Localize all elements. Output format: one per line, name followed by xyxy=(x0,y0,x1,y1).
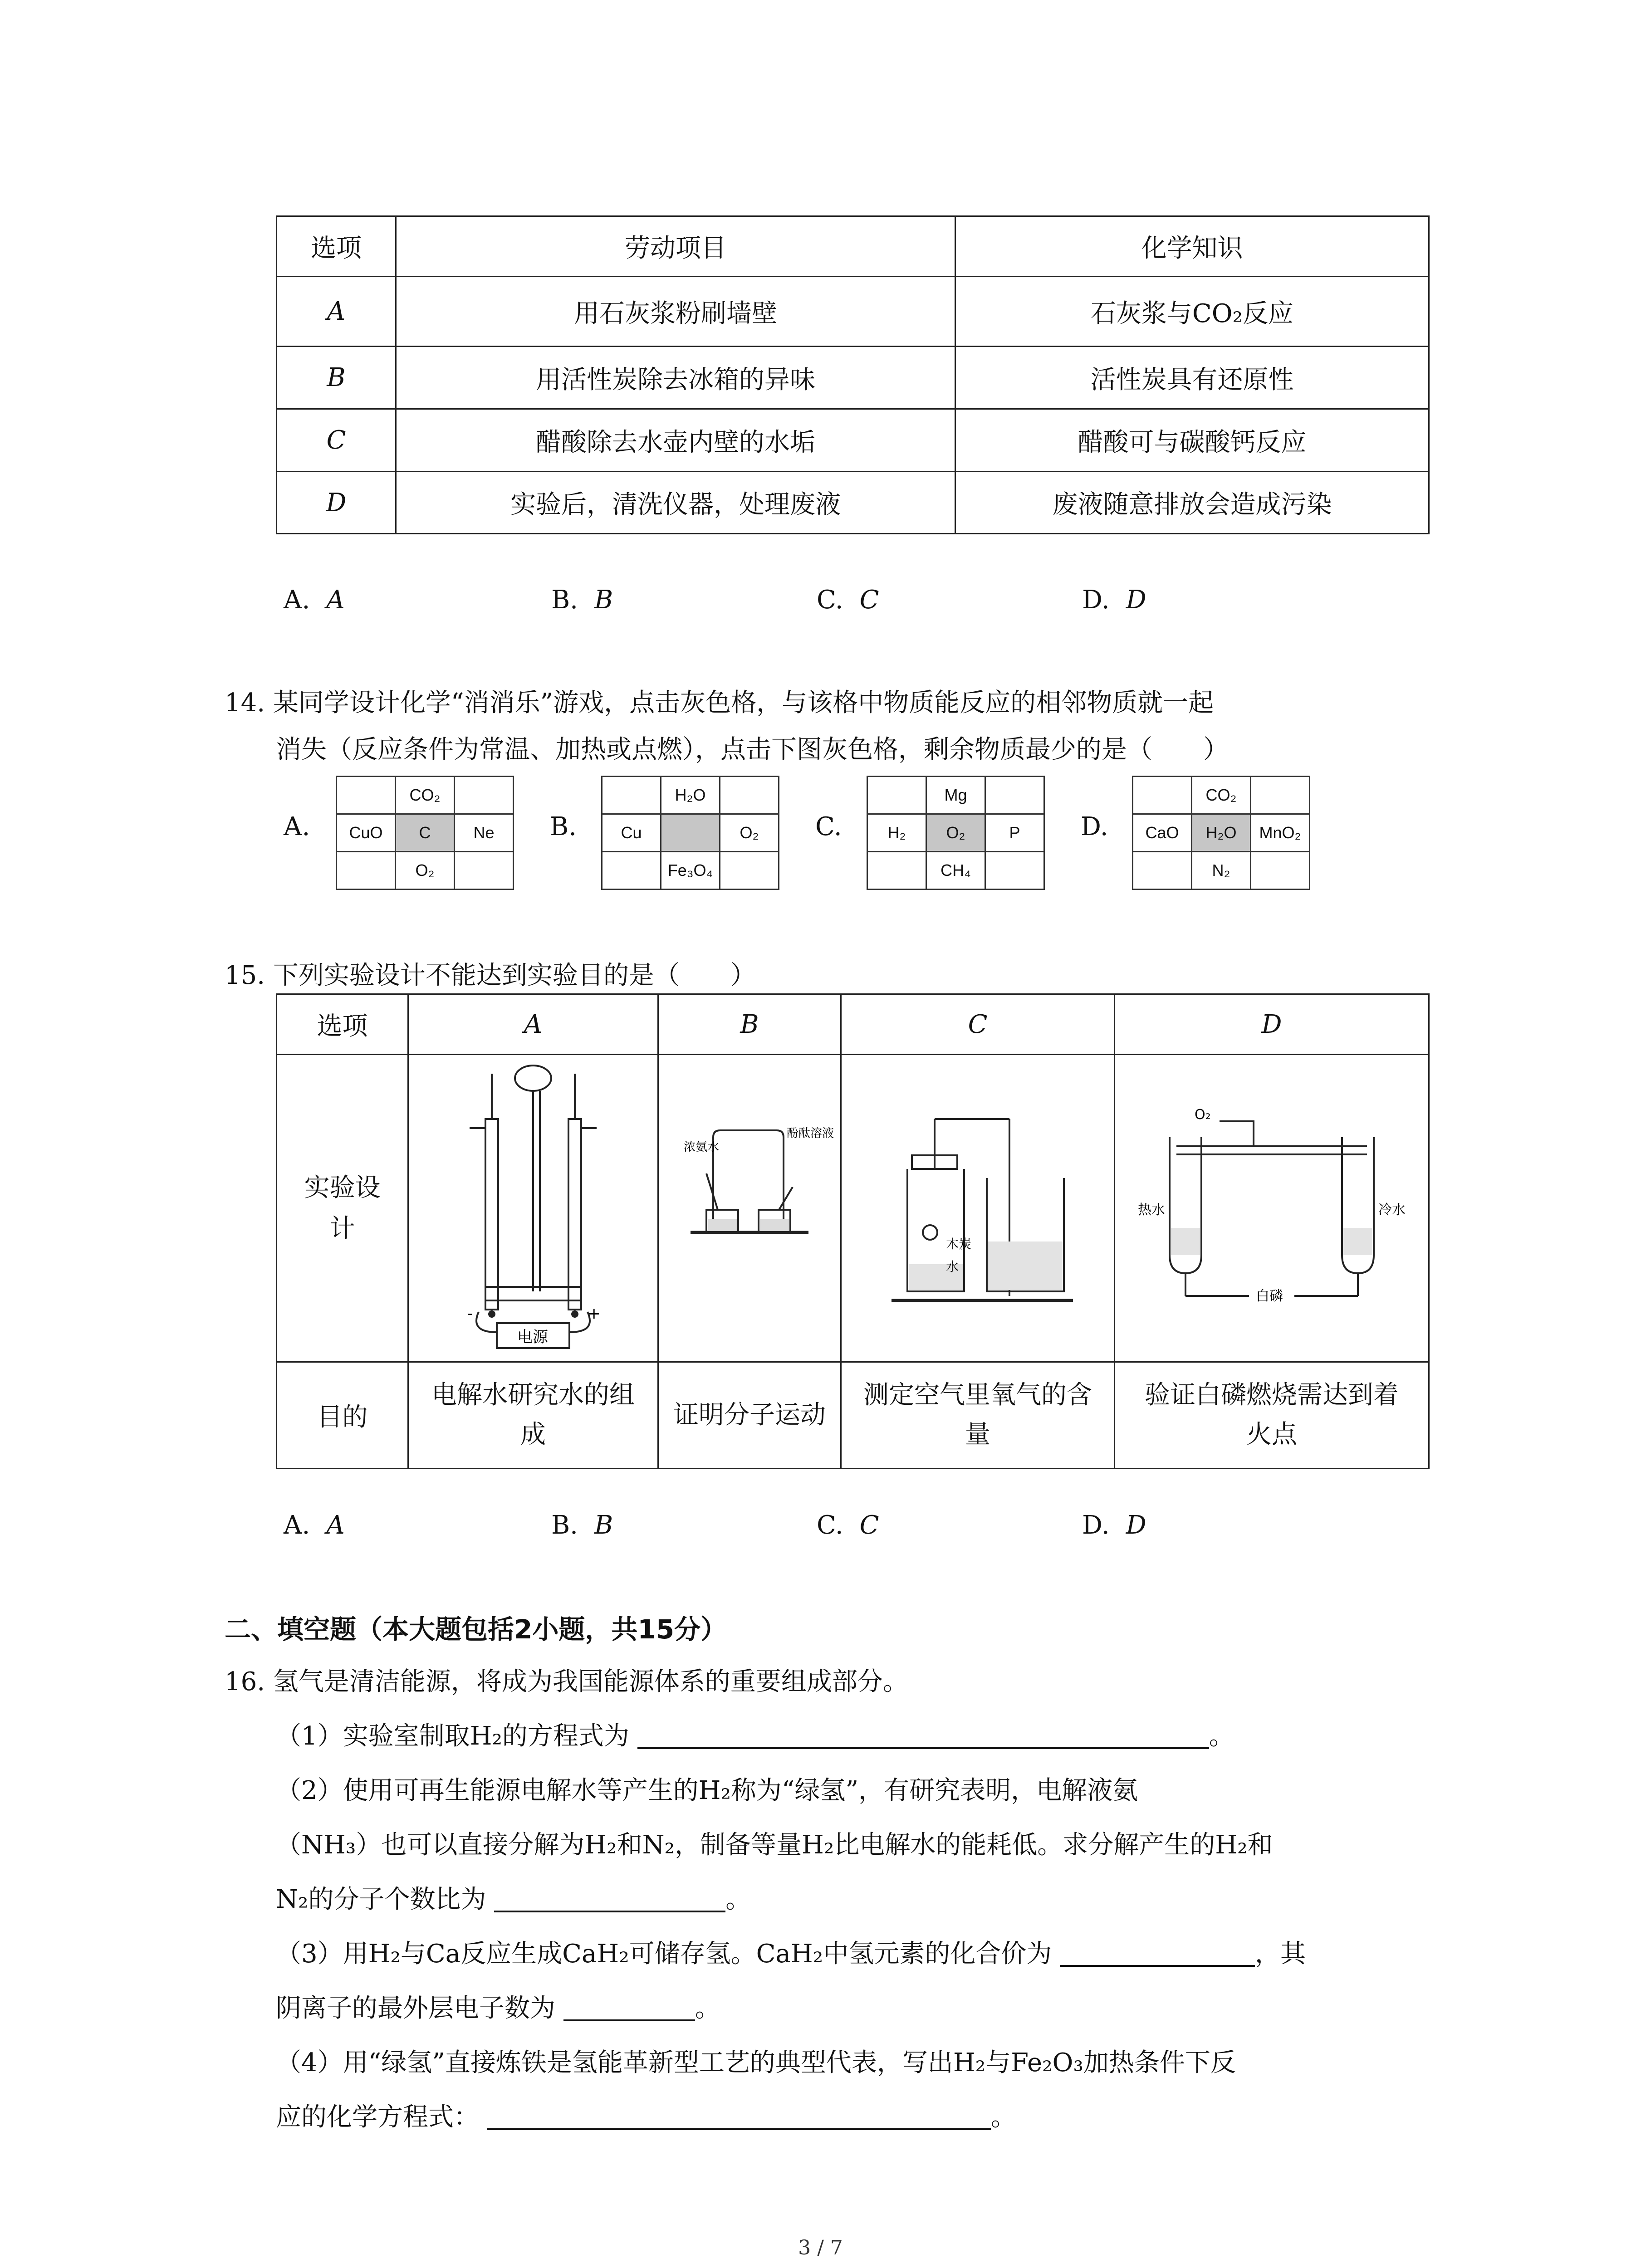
q13-row-b-knowledge: 活性炭具有还原性 xyxy=(955,347,1429,409)
cold-water-label: 冷水 xyxy=(1378,1202,1406,1218)
power-label: 电源 xyxy=(517,1328,548,1346)
q13-row-c-knowledge: 醋酸可与碳酸钙反应 xyxy=(955,409,1429,472)
q15-purpose-label: 目的 xyxy=(277,1362,408,1469)
q16-part1: （1）实验室制取H₂的方程式为 。 xyxy=(276,1721,1234,1751)
q14-b-top: H₂O xyxy=(661,777,720,814)
q14-a-top: CO₂ xyxy=(396,777,455,814)
q15-diagram-a xyxy=(408,1055,658,1362)
q16-part3-valence-blank[interactable] xyxy=(1060,1940,1255,1967)
o2-label: O₂ xyxy=(1195,1106,1211,1123)
q15-diagram-b xyxy=(658,1055,841,1362)
page-number: 3 / 7 xyxy=(798,2236,843,2259)
q13-header-task: 劳动项目 xyxy=(396,216,955,277)
q15-stem: 15. 下列实验设计不能达到实验目的是（ ） xyxy=(225,961,756,990)
q14-stem-line2: 消失（反应条件为常温、加热或点燃），点击下图灰色格，剩余物质最少的是（ ） xyxy=(276,735,1229,764)
minus-sign: - xyxy=(467,1304,473,1323)
q14-d-center[interactable]: H₂O xyxy=(1192,814,1251,852)
q14-c-center[interactable]: O₂ xyxy=(926,814,985,852)
q16-part3-electron-blank[interactable] xyxy=(563,1994,695,2021)
q13-row-a-knowledge: 石灰浆与CO₂反应 xyxy=(955,277,1429,347)
q14-grid-c[interactable] xyxy=(867,776,1045,890)
hot-water-label: 热水 xyxy=(1138,1202,1165,1218)
q14-grid-d[interactable] xyxy=(1132,776,1310,890)
q13-row-c-task: 醋酸除去水壶内壁的水垢 xyxy=(396,409,955,472)
q14-b-center[interactable] xyxy=(661,814,720,852)
q13-row-a-task: 用石灰浆粉刷墙壁 xyxy=(396,277,955,347)
q15-choice-b[interactable]: B. B xyxy=(551,1510,613,1540)
q16-part2-line1: （2）使用可再生能源电解水等产生的H₂称为“绿氢”，有研究表明，电解液氨 xyxy=(276,1776,1138,1805)
q16-part4-answer-blank[interactable] xyxy=(487,2103,991,2130)
q13-row-d-option: D xyxy=(277,472,396,534)
phosphorus-diagram xyxy=(1136,1101,1408,1310)
section-title: 二、填空题（本大题包括2小题，共15分） xyxy=(225,1614,727,1645)
q15-purpose-c: 测定空气里氧气的含量 xyxy=(841,1362,1115,1469)
q16-stem: 16. 氢气是清洁能源，将成为我国能源体系的重要组成部分。 xyxy=(225,1667,908,1696)
q14-c-bottom: CH₄ xyxy=(926,852,985,890)
oxygen-content-diagram xyxy=(873,1101,1082,1310)
q13-row-d-knowledge: 废液随意排放会造成污染 xyxy=(955,472,1429,534)
q16-part4-line2: 应的化学方程式： 。 xyxy=(276,2102,1016,2132)
q15-header-option: 选项 xyxy=(277,994,408,1055)
q15-choice-d[interactable]: D. D xyxy=(1082,1510,1146,1540)
q14-d-top: CO₂ xyxy=(1192,777,1251,814)
q13-row-b-option: B xyxy=(277,347,396,409)
q14-grid-b[interactable] xyxy=(601,776,779,890)
q14-c-right: P xyxy=(985,814,1044,852)
q13-choice-c[interactable]: C. C xyxy=(817,585,879,615)
q15-purpose-d: 验证白磷燃烧需达到着火点 xyxy=(1115,1362,1429,1469)
q13-choice-a[interactable]: A. A xyxy=(284,585,345,615)
q13-row-c-option: C xyxy=(277,409,396,472)
q14-b-left: Cu xyxy=(602,814,661,852)
q13-header-knowledge: 化学知识 xyxy=(955,216,1429,277)
phenolphthalein-label: 酚酞溶液 xyxy=(787,1126,834,1140)
q14-a-left: CuO xyxy=(337,814,396,852)
q16-part3-line1: （3）用H₂与Ca反应生成CaH₂可储存氢。CaH₂中氢元素的化合价为 ，其 xyxy=(276,1939,1306,1969)
q15-choice-a[interactable]: A. A xyxy=(284,1510,345,1540)
q15-purpose-a: 电解水研究水的组成 xyxy=(408,1362,658,1469)
q14-d-left: CaO xyxy=(1133,814,1192,852)
q16-part2-line3: N₂的分子个数比为 。 xyxy=(276,1885,751,1914)
q14-a-center[interactable]: C xyxy=(396,814,455,852)
q14-b-right: O₂ xyxy=(720,814,779,852)
q16-part2-line2: （NH₃）也可以直接分解为H₂和N₂，制备等量H₂比电解水的能耗低。求分解产生的H₂和 xyxy=(276,1830,1273,1860)
q16-part1-answer-blank[interactable] xyxy=(637,1722,1209,1749)
q15-header-a: A xyxy=(408,994,658,1055)
q15-choice-c[interactable]: C. C xyxy=(817,1510,879,1540)
q15-diagram-d xyxy=(1115,1055,1429,1362)
white-phosphorus-label: 白磷 xyxy=(1256,1288,1283,1304)
q16-part2-answer-blank[interactable] xyxy=(494,1885,725,1912)
q14-a-right: Ne xyxy=(455,814,514,852)
plus-sign: + xyxy=(588,1304,601,1323)
q14-grid-a[interactable] xyxy=(336,776,514,890)
q14-d-right: MnO₂ xyxy=(1251,814,1310,852)
q14-grid-a-label[interactable]: A. xyxy=(284,812,310,841)
q16-part3-line2: 阴离子的最外层电子数为 。 xyxy=(276,1994,720,2023)
q15-header-d: D xyxy=(1115,994,1429,1055)
charcoal-label: 木炭 xyxy=(946,1236,972,1251)
q15-header-c: C xyxy=(841,994,1115,1055)
q14-d-bottom: N₂ xyxy=(1192,852,1251,890)
q14-a-bottom: O₂ xyxy=(396,852,455,890)
q14-b-bottom: Fe₃O₄ xyxy=(661,852,720,890)
q14-grid-b-label[interactable]: B. xyxy=(550,812,577,841)
q14-c-top: Mg xyxy=(926,777,985,814)
q13-row-a-option: A xyxy=(277,277,396,347)
q13-choice-b[interactable]: B. B xyxy=(551,585,613,615)
ammonia-diffusion-diagram xyxy=(681,1119,834,1291)
q13-choice-d[interactable]: D. D xyxy=(1082,585,1146,615)
q14-grid-d-label[interactable]: D. xyxy=(1081,812,1108,841)
q15-diagram-c xyxy=(841,1055,1115,1362)
q13-table xyxy=(276,215,1430,534)
q13-header-option: 选项 xyxy=(277,216,396,277)
q14-c-left: H₂ xyxy=(867,814,926,852)
q13-row-b-task: 用活性炭除去冰箱的异味 xyxy=(396,347,955,409)
electrolysis-diagram xyxy=(442,1060,624,1350)
q16-part4-line1: （4）用“绿氢”直接炼铁是氢能革新型工艺的典型代表，写出H₂与Fe₂O₃加热条件下反 xyxy=(276,2048,1236,2077)
q14-stem-line1: 14. 某同学设计化学“消消乐”游戏，点击灰色格，与该格中物质能反应的相邻物质就一起 xyxy=(225,688,1214,718)
q15-header-b: B xyxy=(658,994,841,1055)
q15-table xyxy=(276,993,1430,1469)
water-label: 水 xyxy=(946,1259,959,1274)
q15-design-label: 实验设计 xyxy=(277,1055,408,1362)
q13-row-d-task: 实验后，清洗仪器，处理废液 xyxy=(396,472,955,534)
ammonia-label: 浓氨水 xyxy=(684,1140,720,1154)
q15-purpose-b: 证明分子运动 xyxy=(658,1362,841,1469)
q14-grid-c-label[interactable]: C. xyxy=(815,812,842,841)
